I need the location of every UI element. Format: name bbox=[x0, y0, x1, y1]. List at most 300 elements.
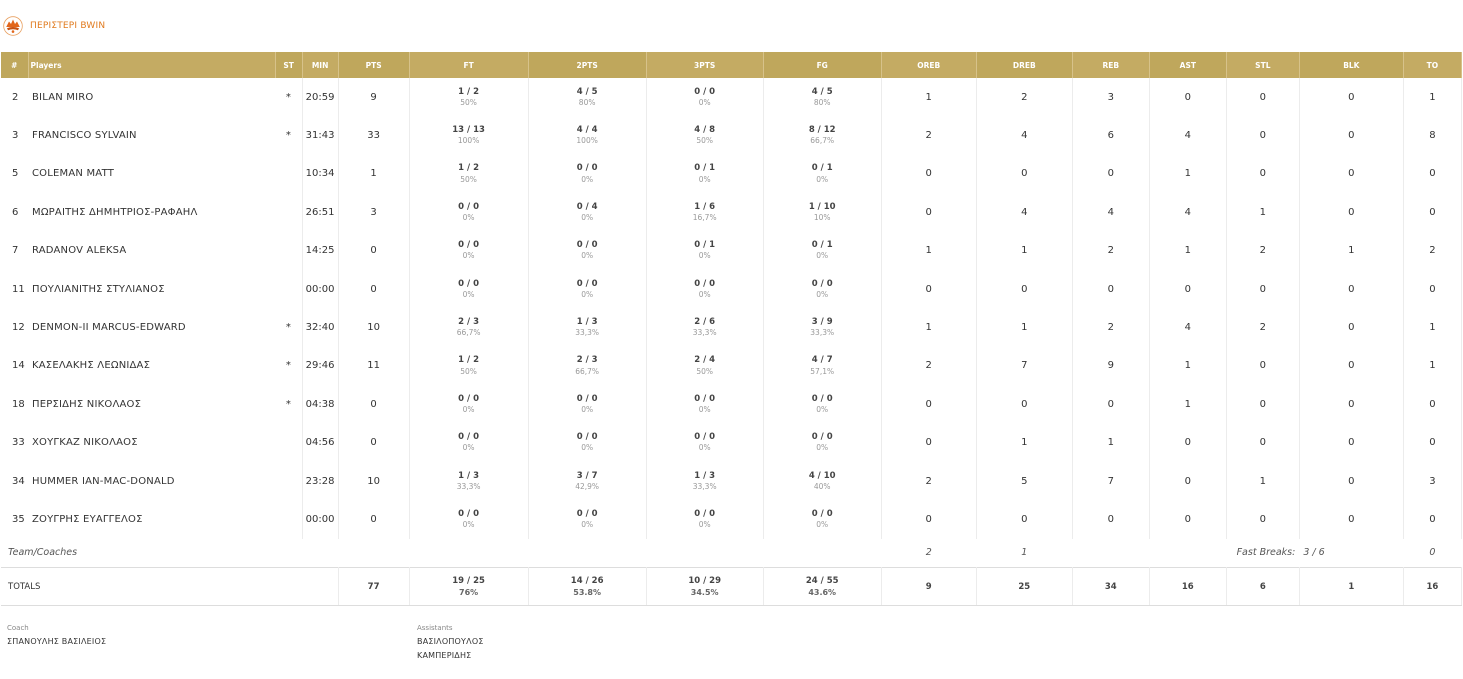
player-num: 5 bbox=[12, 168, 19, 180]
player-dreb: 0 bbox=[976, 385, 1072, 423]
player-p3-made: 0 / 0 bbox=[694, 432, 716, 443]
player-p2 bbox=[528, 462, 646, 500]
player-fg-made: 4 / 5 bbox=[811, 86, 833, 97]
player-p2 bbox=[528, 347, 646, 385]
player-pts: 0 bbox=[338, 232, 409, 270]
player-fg bbox=[763, 500, 881, 538]
player-ft-pct: 0% bbox=[462, 520, 475, 530]
fast-breaks-value: 3 / 6 bbox=[1303, 547, 1325, 559]
player-ft-pct: 0% bbox=[462, 289, 475, 299]
totals-blk: 1 bbox=[1299, 568, 1403, 606]
header-row bbox=[1, 52, 1462, 78]
player-to: 1 bbox=[1403, 347, 1461, 385]
team-coaches-label: Team/Coaches bbox=[8, 547, 78, 559]
player-pts: 1 bbox=[338, 155, 409, 193]
player-blk: 0 bbox=[1299, 424, 1403, 462]
player-p3-pct: 0% bbox=[698, 289, 711, 299]
player-ft-pct: 0% bbox=[462, 405, 475, 415]
player-p3-pct: 0% bbox=[698, 251, 711, 261]
player-p3-pct: 33,3% bbox=[692, 481, 717, 491]
player-p2-pct: 80% bbox=[578, 97, 596, 107]
player-ft bbox=[409, 347, 528, 385]
player-stl: 0 bbox=[1226, 385, 1299, 423]
player-oreb: 0 bbox=[881, 155, 976, 193]
player-blk: 0 bbox=[1299, 116, 1403, 154]
player-dreb: 0 bbox=[976, 270, 1072, 308]
player-p2-made: 0 / 4 bbox=[576, 201, 598, 212]
totals-row bbox=[1, 568, 1462, 606]
player-row bbox=[1, 155, 1462, 193]
player-min: 20:59 bbox=[302, 78, 338, 116]
player-dreb: 1 bbox=[976, 424, 1072, 462]
player-fg bbox=[763, 116, 881, 154]
player-reb: 0 bbox=[1072, 155, 1149, 193]
player-blk: 0 bbox=[1299, 193, 1403, 231]
player-p3-made: 0 / 1 bbox=[694, 163, 716, 174]
player-fg-made: 3 / 9 bbox=[811, 316, 833, 327]
player-blk: 1 bbox=[1299, 232, 1403, 270]
player-p3-made: 2 / 6 bbox=[694, 316, 716, 327]
player-ft bbox=[409, 385, 528, 423]
player-stl: 2 bbox=[1226, 232, 1299, 270]
col-ft[interactable]: FT bbox=[409, 52, 528, 78]
player-ft-made: 13 / 13 bbox=[452, 124, 485, 135]
player-ast: 1 bbox=[1149, 347, 1226, 385]
player-ft-made: 2 / 3 bbox=[458, 316, 480, 327]
player-fg-made: 0 / 0 bbox=[811, 278, 833, 289]
player-p3-made: 0 / 1 bbox=[694, 240, 716, 251]
player-dreb: 1 bbox=[976, 308, 1072, 346]
player-p2 bbox=[528, 78, 646, 116]
totals-to: 16 bbox=[1403, 568, 1461, 606]
player-to: 0 bbox=[1403, 193, 1461, 231]
player-oreb: 0 bbox=[881, 424, 976, 462]
col-ast[interactable]: AST bbox=[1149, 52, 1226, 78]
player-fg-pct: 80% bbox=[813, 97, 831, 107]
col-fg[interactable]: FG bbox=[763, 52, 881, 78]
player-fg bbox=[763, 385, 881, 423]
team-dreb: 1 bbox=[1021, 547, 1028, 559]
player-p2-pct: 33,3% bbox=[575, 328, 600, 338]
player-row bbox=[1, 308, 1462, 346]
player-oreb: 0 bbox=[881, 270, 976, 308]
player-dreb: 1 bbox=[976, 232, 1072, 270]
player-ft-made: 0 / 0 bbox=[458, 278, 480, 289]
player-p2-made: 0 / 0 bbox=[576, 508, 598, 519]
player-pts: 10 bbox=[338, 462, 409, 500]
totals-fg bbox=[763, 568, 881, 606]
player-min: 00:00 bbox=[302, 270, 338, 308]
totals-oreb: 9 bbox=[881, 568, 976, 606]
player-st: * bbox=[275, 78, 302, 116]
player-min: 23:28 bbox=[302, 462, 338, 500]
player-reb: 0 bbox=[1072, 385, 1149, 423]
player-reb: 7 bbox=[1072, 462, 1149, 500]
player-p3-pct: 0% bbox=[698, 97, 711, 107]
player-p2 bbox=[528, 116, 646, 154]
player-min: 04:56 bbox=[302, 424, 338, 462]
player-oreb: 1 bbox=[881, 308, 976, 346]
player-fg-pct: 33,3% bbox=[810, 328, 835, 338]
player-p3-pct: 50% bbox=[696, 366, 713, 376]
player-p3 bbox=[646, 270, 763, 308]
player-oreb: 2 bbox=[881, 116, 976, 154]
team-coaches-row bbox=[1, 539, 1462, 568]
player-p2 bbox=[528, 424, 646, 462]
player-dreb: 0 bbox=[976, 500, 1072, 538]
player-p3 bbox=[646, 424, 763, 462]
player-pts: 9 bbox=[338, 78, 409, 116]
player-dreb: 7 bbox=[976, 347, 1072, 385]
player-blk: 0 bbox=[1299, 347, 1403, 385]
player-p3-made: 0 / 0 bbox=[694, 86, 716, 97]
player-fg-pct: 0% bbox=[816, 289, 829, 299]
coach-name: ΣΠΑΝΟΥΛΗΣ ΒΑΣΙΛΕΙΟΣ bbox=[7, 637, 107, 646]
player-ft-pct: 33,3% bbox=[456, 481, 481, 491]
player-fg-made: 0 / 0 bbox=[811, 508, 833, 519]
player-p3-made: 0 / 0 bbox=[694, 393, 716, 404]
col-stl[interactable]: STL bbox=[1226, 52, 1299, 78]
team-to: 0 bbox=[1429, 547, 1436, 559]
player-ast: 0 bbox=[1149, 270, 1226, 308]
player-p3-pct: 16,7% bbox=[692, 213, 717, 223]
player-ft bbox=[409, 500, 528, 538]
player-min: 31:43 bbox=[302, 116, 338, 154]
player-ft bbox=[409, 270, 528, 308]
player-name[interactable]: ΖΟΥΓΡΗΣ ΕΥΑΓΓΕΛΟΣ bbox=[32, 513, 143, 525]
col-blk[interactable]: BLK bbox=[1299, 52, 1403, 78]
player-reb: 3 bbox=[1072, 78, 1149, 116]
player-fg-made: 8 / 12 bbox=[808, 124, 836, 135]
player-p2-pct: 66,7% bbox=[575, 366, 600, 376]
totals-ast: 16 bbox=[1149, 568, 1226, 606]
player-oreb: 0 bbox=[881, 193, 976, 231]
player-ft bbox=[409, 462, 528, 500]
player-ft-pct: 100% bbox=[457, 136, 480, 146]
player-to: 0 bbox=[1403, 424, 1461, 462]
player-num: 34 bbox=[12, 475, 25, 487]
player-ft-made: 1 / 3 bbox=[458, 470, 480, 481]
team-header bbox=[3, 15, 105, 37]
player-st bbox=[275, 193, 302, 231]
player-name[interactable]: ΚΑΣΕΛΑΚΗΣ ΛΕΩΝΙΔΑΣ bbox=[32, 360, 151, 372]
player-ft-pct: 0% bbox=[462, 251, 475, 261]
player-blk: 0 bbox=[1299, 78, 1403, 116]
player-fg-made: 0 / 0 bbox=[811, 393, 833, 404]
player-p2-made: 0 / 0 bbox=[576, 240, 598, 251]
player-to: 0 bbox=[1403, 155, 1461, 193]
player-stl: 0 bbox=[1226, 500, 1299, 538]
player-reb: 2 bbox=[1072, 308, 1149, 346]
player-ft bbox=[409, 155, 528, 193]
player-p3 bbox=[646, 232, 763, 270]
col-min[interactable]: MIN bbox=[302, 52, 338, 78]
totals-pts: 77 bbox=[338, 568, 409, 606]
player-p2-pct: 0% bbox=[581, 443, 594, 453]
player-fg-made: 0 / 0 bbox=[811, 432, 833, 443]
player-pts: 3 bbox=[338, 193, 409, 231]
coach-label: Coach bbox=[7, 624, 29, 632]
player-p2-made: 4 / 4 bbox=[576, 124, 598, 135]
player-p2-pct: 0% bbox=[581, 405, 594, 415]
player-p2-pct: 0% bbox=[581, 213, 594, 223]
player-st bbox=[275, 424, 302, 462]
player-name[interactable]: ΧΟΥΓΚΑΖ ΝΙΚΟΛΑΟΣ bbox=[32, 437, 138, 449]
player-ast: 1 bbox=[1149, 155, 1226, 193]
player-p2 bbox=[528, 155, 646, 193]
player-num: 14 bbox=[12, 360, 25, 372]
player-dreb: 4 bbox=[976, 193, 1072, 231]
player-fg bbox=[763, 193, 881, 231]
player-to: 8 bbox=[1403, 116, 1461, 154]
assistants-label: Assistants bbox=[417, 624, 453, 632]
player-p3 bbox=[646, 385, 763, 423]
player-min: 14:25 bbox=[302, 232, 338, 270]
player-p3 bbox=[646, 462, 763, 500]
player-ft bbox=[409, 232, 528, 270]
player-fg-pct: 0% bbox=[816, 174, 829, 184]
player-fg-pct: 0% bbox=[816, 443, 829, 453]
totals-3pts bbox=[646, 568, 763, 606]
player-p3-made: 1 / 6 bbox=[694, 201, 716, 212]
player-name[interactable]: FRANCISCO SYLVAIN bbox=[32, 130, 137, 142]
player-name[interactable]: BILAN MIRO bbox=[32, 91, 94, 103]
player-rows bbox=[1, 78, 1462, 539]
player-num: 11 bbox=[12, 283, 25, 295]
player-fg-made: 4 / 7 bbox=[811, 355, 833, 366]
totals-stl: 6 bbox=[1226, 568, 1299, 606]
assistants-block bbox=[417, 624, 484, 663]
player-st bbox=[275, 500, 302, 538]
player-p3-pct: 0% bbox=[698, 405, 711, 415]
player-oreb: 1 bbox=[881, 78, 976, 116]
player-p2 bbox=[528, 270, 646, 308]
player-fg-pct: 0% bbox=[816, 520, 829, 530]
player-row bbox=[1, 78, 1462, 116]
player-fg-pct: 0% bbox=[816, 251, 829, 261]
player-min: 26:51 bbox=[302, 193, 338, 231]
player-fg bbox=[763, 308, 881, 346]
player-ft-made: 0 / 0 bbox=[458, 393, 480, 404]
totals-fg-made: 24 / 55 bbox=[805, 575, 839, 586]
peristeri-logo-icon bbox=[3, 16, 23, 36]
player-ft-pct: 0% bbox=[462, 443, 475, 453]
player-row bbox=[1, 500, 1462, 538]
player-p2-pct: 42,9% bbox=[575, 481, 600, 491]
player-reb: 4 bbox=[1072, 193, 1149, 231]
player-to: 1 bbox=[1403, 78, 1461, 116]
player-stl: 0 bbox=[1226, 116, 1299, 154]
player-pts: 11 bbox=[338, 347, 409, 385]
player-oreb: 0 bbox=[881, 385, 976, 423]
totals-ft-made: 19 / 25 bbox=[452, 575, 485, 586]
player-pts: 10 bbox=[338, 308, 409, 346]
col-pts[interactable]: PTS bbox=[338, 52, 409, 78]
player-row bbox=[1, 116, 1462, 154]
player-st: * bbox=[275, 385, 302, 423]
player-p3 bbox=[646, 116, 763, 154]
player-stl: 1 bbox=[1226, 193, 1299, 231]
col-to[interactable]: TO bbox=[1403, 52, 1461, 78]
player-p2-pct: 0% bbox=[581, 520, 594, 530]
player-ast: 0 bbox=[1149, 78, 1226, 116]
player-min: 10:34 bbox=[302, 155, 338, 193]
player-ast: 0 bbox=[1149, 462, 1226, 500]
player-ft-made: 0 / 0 bbox=[458, 432, 480, 443]
player-row bbox=[1, 193, 1462, 231]
totals-label: TOTALS bbox=[1, 568, 338, 606]
player-ft-pct: 50% bbox=[460, 366, 477, 376]
totals-2pts-made: 14 / 26 bbox=[570, 575, 604, 586]
player-dreb: 0 bbox=[976, 155, 1072, 193]
player-reb: 9 bbox=[1072, 347, 1149, 385]
player-blk: 0 bbox=[1299, 462, 1403, 500]
player-p2 bbox=[528, 500, 646, 538]
player-p2-made: 0 / 0 bbox=[576, 432, 598, 443]
player-row bbox=[1, 232, 1462, 270]
player-ft bbox=[409, 193, 528, 231]
col-number[interactable]: # bbox=[1, 52, 28, 78]
player-ast: 1 bbox=[1149, 232, 1226, 270]
player-fg-pct: 57,1% bbox=[810, 366, 835, 376]
player-name[interactable]: DENMON-II MARCUS-EDWARD bbox=[32, 322, 186, 334]
player-row bbox=[1, 347, 1462, 385]
player-blk: 0 bbox=[1299, 500, 1403, 538]
assistant-name: ΒΑΣΙΛΟΠΟΥΛΟΣ bbox=[417, 637, 484, 646]
player-p3-pct: 0% bbox=[698, 443, 711, 453]
col-st[interactable]: ST bbox=[275, 52, 302, 78]
player-ft-made: 1 / 2 bbox=[458, 355, 480, 366]
player-ft-pct: 50% bbox=[460, 174, 477, 184]
player-blk: 0 bbox=[1299, 308, 1403, 346]
player-p2-made: 3 / 7 bbox=[576, 470, 598, 481]
player-stl: 0 bbox=[1226, 155, 1299, 193]
player-p2 bbox=[528, 193, 646, 231]
player-num: 3 bbox=[12, 130, 19, 142]
coach-block bbox=[7, 624, 106, 649]
col-2pts[interactable]: 2PTS bbox=[528, 52, 646, 78]
player-fg-made: 0 / 1 bbox=[811, 163, 833, 174]
player-ft bbox=[409, 308, 528, 346]
player-oreb: 2 bbox=[881, 462, 976, 500]
player-fg bbox=[763, 232, 881, 270]
player-stl: 0 bbox=[1226, 270, 1299, 308]
player-to: 0 bbox=[1403, 270, 1461, 308]
player-pts: 0 bbox=[338, 385, 409, 423]
player-blk: 0 bbox=[1299, 385, 1403, 423]
col-3pts[interactable]: 3PTS bbox=[646, 52, 763, 78]
team-oreb: 2 bbox=[925, 547, 932, 559]
team-name[interactable]: ΠΕΡΙΣΤΕΡΙ BWIN bbox=[30, 21, 106, 31]
player-p3 bbox=[646, 308, 763, 346]
player-stl: 2 bbox=[1226, 308, 1299, 346]
player-to: 2 bbox=[1403, 232, 1461, 270]
player-num: 12 bbox=[12, 322, 25, 334]
player-ft-made: 0 / 0 bbox=[458, 508, 480, 519]
player-num: 2 bbox=[12, 91, 19, 103]
player-name[interactable]: RADANOV ALEKSA bbox=[32, 245, 127, 257]
totals-reb: 34 bbox=[1072, 568, 1149, 606]
player-p3-pct: 0% bbox=[698, 520, 711, 530]
player-row bbox=[1, 424, 1462, 462]
player-reb: 1 bbox=[1072, 424, 1149, 462]
player-p3-made: 4 / 8 bbox=[694, 124, 716, 135]
col-players[interactable]: Players bbox=[28, 52, 275, 78]
player-fg-pct: 0% bbox=[816, 405, 829, 415]
player-p3 bbox=[646, 500, 763, 538]
player-fg-made: 4 / 10 bbox=[808, 470, 836, 481]
totals-fg-pct: 43.6% bbox=[808, 588, 837, 598]
player-stl: 0 bbox=[1226, 424, 1299, 462]
player-name[interactable]: ΜΩΡΑΙΤΗΣ ΔΗΜΗΤΡΙΟΣ-ΡΑΦΑΗΛ bbox=[32, 206, 198, 218]
player-ft-made: 1 / 2 bbox=[458, 163, 480, 174]
player-oreb: 0 bbox=[881, 500, 976, 538]
player-fg-pct: 40% bbox=[813, 481, 831, 491]
player-ast: 0 bbox=[1149, 424, 1226, 462]
player-ft-made: 0 / 0 bbox=[458, 240, 480, 251]
player-dreb: 5 bbox=[976, 462, 1072, 500]
player-p2-made: 4 / 5 bbox=[576, 86, 598, 97]
player-ft-pct: 50% bbox=[460, 97, 477, 107]
player-num: 33 bbox=[12, 437, 25, 449]
player-reb: 0 bbox=[1072, 270, 1149, 308]
player-name[interactable]: HUMMER IAN-MAC-DONALD bbox=[32, 475, 175, 487]
player-fg bbox=[763, 270, 881, 308]
player-fg bbox=[763, 462, 881, 500]
player-ft-made: 1 / 2 bbox=[458, 86, 480, 97]
totals-3pts-made: 10 / 29 bbox=[688, 575, 722, 586]
player-reb: 6 bbox=[1072, 116, 1149, 154]
player-pts: 0 bbox=[338, 500, 409, 538]
player-num: 6 bbox=[12, 206, 19, 218]
player-pts: 0 bbox=[338, 270, 409, 308]
col-dreb[interactable]: DREB bbox=[976, 52, 1072, 78]
player-ft-pct: 0% bbox=[462, 213, 475, 223]
player-p3-made: 2 / 4 bbox=[694, 355, 716, 366]
totals-ft-pct: 76% bbox=[459, 588, 479, 598]
player-num: 35 bbox=[12, 513, 25, 525]
player-ast: 4 bbox=[1149, 116, 1226, 154]
player-p2 bbox=[528, 232, 646, 270]
player-to: 0 bbox=[1403, 500, 1461, 538]
player-st bbox=[275, 270, 302, 308]
player-row bbox=[1, 385, 1462, 423]
col-reb[interactable]: REB bbox=[1072, 52, 1149, 78]
player-min: 29:46 bbox=[302, 347, 338, 385]
assistant-name: ΚΑΜΠΕΡΙΔΗΣ bbox=[417, 651, 472, 660]
player-pts: 0 bbox=[338, 424, 409, 462]
player-stl: 1 bbox=[1226, 462, 1299, 500]
player-st bbox=[275, 155, 302, 193]
player-stl: 0 bbox=[1226, 78, 1299, 116]
player-name[interactable]: COLEMAN MATT bbox=[32, 168, 115, 180]
player-blk: 0 bbox=[1299, 270, 1403, 308]
player-row bbox=[1, 462, 1462, 500]
player-name[interactable]: ΠΟΥΛΙΑΝΙΤΗΣ ΣΤΥΛΙΑΝΟΣ bbox=[32, 283, 165, 295]
player-p2-made: 2 / 3 bbox=[576, 355, 598, 366]
player-fg-pct: 66,7% bbox=[810, 136, 835, 146]
player-name[interactable]: ΠΕΡΣΙΔΗΣ ΝΙΚΟΛΑΟΣ bbox=[32, 398, 142, 410]
player-fg bbox=[763, 347, 881, 385]
player-oreb: 2 bbox=[881, 347, 976, 385]
player-p2-pct: 0% bbox=[581, 289, 594, 299]
col-oreb[interactable]: OREB bbox=[881, 52, 976, 78]
player-num: 18 bbox=[12, 398, 25, 410]
player-ft bbox=[409, 424, 528, 462]
totals-2pts bbox=[528, 568, 646, 606]
totals-2pts-pct: 53.8% bbox=[573, 588, 602, 598]
player-to: 3 bbox=[1403, 462, 1461, 500]
